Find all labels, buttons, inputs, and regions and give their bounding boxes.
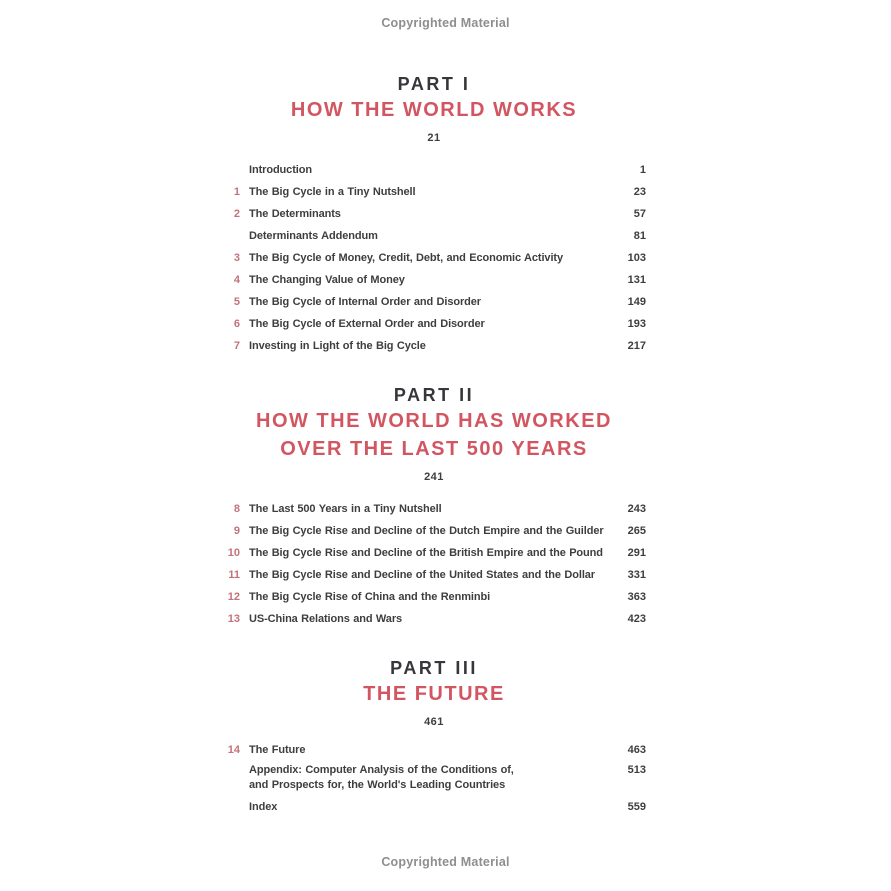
chapter-page: 1 — [639, 164, 646, 176]
part-2-title-line-1: HOW THE WORLD HAS WORKED — [256, 410, 612, 432]
part-2-start-page: 241 — [424, 471, 444, 483]
chapter-page: 217 — [627, 340, 646, 352]
chapter-page: 23 — [633, 186, 646, 198]
part-1-label: PART I — [397, 74, 471, 94]
chapter-page: 423 — [627, 613, 646, 625]
toc-row — [222, 181, 646, 203]
toc-row — [222, 542, 646, 564]
toc-row — [222, 225, 646, 247]
chapter-title: The Last 500 Years in a Tiny Nutshell — [249, 503, 442, 515]
chapter-title: Determinants Addendum — [249, 230, 378, 242]
chapter-title: Index — [249, 801, 278, 813]
chapter-number: 1 — [233, 186, 240, 198]
part-1-heading — [222, 72, 646, 145]
chapter-page: 463 — [627, 744, 646, 756]
part-3-rows — [222, 739, 646, 818]
toc-row — [222, 291, 646, 313]
chapter-title: The Big Cycle Rise and Decline of the Dutch Empire and the Guilder — [249, 525, 604, 537]
chapter-number: 5 — [233, 296, 240, 308]
chapter-number: 9 — [233, 525, 240, 537]
part-3-label: PART III — [390, 658, 478, 678]
chapter-title-line-1: Appendix: Computer Analysis of the Conditions of, — [249, 764, 514, 776]
toc-row — [222, 313, 646, 335]
part-2-rows — [222, 498, 646, 630]
chapter-page: 149 — [627, 296, 646, 308]
copyright-notice-bottom: Copyrighted Material — [381, 855, 510, 869]
chapter-number: 14 — [227, 744, 240, 756]
table-of-contents — [222, 0, 646, 818]
chapter-page: 363 — [627, 591, 646, 603]
chapter-number: 12 — [227, 591, 240, 603]
toc-row — [222, 203, 646, 225]
chapter-title: US-China Relations and Wars — [249, 613, 403, 625]
chapter-title-line-2: and Prospects for, the World's Leading Countries — [249, 779, 506, 791]
part-section-2 — [222, 383, 646, 630]
toc-row-appendix — [222, 761, 646, 793]
part-1-rows — [222, 159, 646, 357]
toc-row — [222, 520, 646, 542]
chapter-title: The Big Cycle Rise and Decline of the United States and the Dollar — [249, 569, 595, 581]
chapter-page: 331 — [627, 569, 646, 581]
chapter-number: 4 — [233, 274, 240, 286]
chapter-page: 131 — [627, 274, 646, 286]
toc-row — [222, 739, 646, 761]
chapter-page: 559 — [627, 801, 646, 813]
chapter-title-multiline — [249, 763, 514, 793]
chapter-title: The Big Cycle Rise of China and the Renminbi — [249, 591, 491, 603]
chapter-number: 2 — [233, 208, 240, 220]
part-3-start-page: 461 — [424, 716, 444, 728]
chapter-title: The Changing Value of Money — [249, 274, 405, 286]
toc-row — [222, 159, 646, 181]
part-3-heading — [222, 656, 646, 729]
chapter-title: The Big Cycle of Internal Order and Disorder — [249, 296, 481, 308]
part-section-1 — [222, 72, 646, 357]
chapter-number: 6 — [233, 318, 240, 330]
part-1-start-page: 21 — [427, 132, 441, 144]
chapter-number: 7 — [233, 340, 240, 352]
chapter-page: 513 — [627, 764, 646, 776]
chapter-title: The Big Cycle Rise and Decline of the British Empire and the Pound — [249, 547, 603, 559]
chapter-number: 10 — [227, 547, 240, 559]
chapter-title: The Big Cycle of External Order and Disorder — [249, 318, 485, 330]
part-1-title: HOW THE WORLD WORKS — [290, 99, 578, 121]
chapter-title: The Big Cycle in a Tiny Nutshell — [249, 186, 416, 198]
toc-row — [222, 247, 646, 269]
chapter-page: 265 — [627, 525, 646, 537]
toc-row — [222, 608, 646, 630]
part-2-label: PART II — [393, 385, 475, 405]
chapter-title: The Future — [249, 744, 306, 756]
toc-row — [222, 498, 646, 520]
chapter-number: 13 — [227, 613, 240, 625]
chapter-page: 291 — [627, 547, 646, 559]
chapter-title: The Determinants — [249, 208, 341, 220]
chapter-page: 243 — [627, 503, 646, 515]
chapter-page: 193 — [627, 318, 646, 330]
part-2-title-line-2: OVER THE LAST 500 YEARS — [280, 438, 588, 460]
chapter-page: 57 — [633, 208, 646, 220]
toc-row — [222, 269, 646, 291]
chapter-number: 3 — [233, 252, 240, 264]
toc-row — [222, 564, 646, 586]
part-3-title: THE FUTURE — [363, 683, 505, 705]
chapter-title: The Big Cycle of Money, Credit, Debt, and Economic Activity — [249, 252, 563, 264]
toc-row — [222, 586, 646, 608]
copyright-notice-top: Copyrighted Material — [381, 16, 510, 30]
chapter-title: Introduction — [249, 164, 312, 176]
toc-row-index — [222, 796, 646, 818]
part-section-3 — [222, 656, 646, 818]
chapter-title: Investing in Light of the Big Cycle — [249, 340, 426, 352]
chapter-number: 11 — [228, 569, 240, 581]
part-2-heading — [222, 383, 646, 484]
chapter-page: 81 — [633, 230, 646, 242]
toc-row — [222, 335, 646, 357]
chapter-number: 8 — [233, 503, 240, 515]
chapter-page: 103 — [627, 252, 646, 264]
